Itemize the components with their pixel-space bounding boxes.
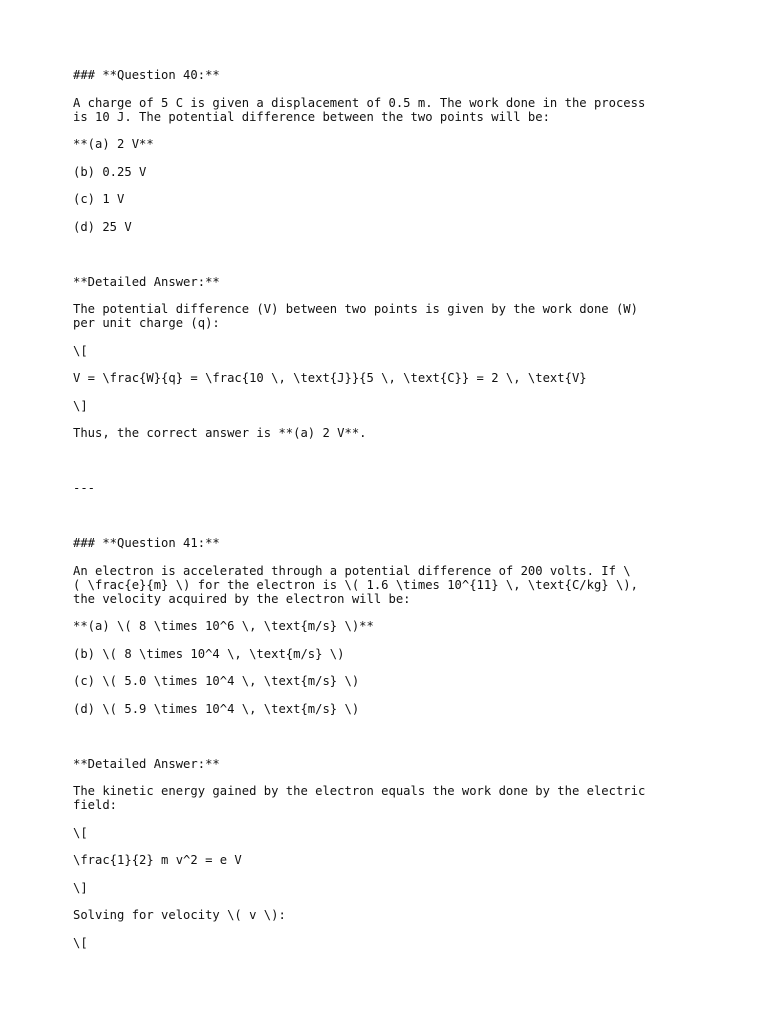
q40-stem-line: A charge of 5 C is given a displacement of 0.5 m. The work done in the process <box>73 95 646 110</box>
q41-stem-line: An electron is accelerated through a potential difference of 200 volts. If \ <box>73 563 631 578</box>
q40-math-open: \[ <box>73 343 88 358</box>
q40-heading: ### **Question 40:** <box>73 68 220 82</box>
q40-explanation-line: per unit charge (q): <box>73 316 220 330</box>
q41-math-close: \] <box>73 880 88 895</box>
q41-option-c: (c) \( 5.0 \times 10^4 \, \text{m/s} \) <box>73 674 360 688</box>
q40-option-c: (c) 1 V <box>73 192 125 206</box>
q41-math-open: \[ <box>73 825 88 840</box>
q41-math: \frac{1}{2} m v^2 = e V <box>73 853 242 867</box>
q40-explanation <box>73 302 713 330</box>
q40-conclusion: Thus, the correct answer is **(a) 2 V**. <box>73 426 367 440</box>
separator: --- <box>73 481 96 495</box>
q41-answer-heading: **Detailed Answer:** <box>73 756 220 771</box>
q40-explanation-line: The potential difference (V) between two points is given by the work done (W) <box>73 302 638 316</box>
document-page <box>73 68 713 950</box>
q41-stem-line: ( \frac{e}{m} \) for the electron is \( 1.6 \times 10^{11} \, \text{C/kg} \), <box>73 577 638 592</box>
q41-explanation-line: field: <box>73 798 118 812</box>
q40-stem-line: is 10 J. The potential difference between the two points will be: <box>73 109 550 124</box>
q40-math: V = \frac{W}{q} = \frac{10 \, \text{J}}{5 \, \text{C}} = 2 \, \text{V} <box>73 371 587 385</box>
q40-option-d: (d) 25 V <box>73 219 132 234</box>
q41-stem-line: the velocity acquired by the electron will be: <box>73 591 411 606</box>
q41-option-a: **(a) \( 8 \times 10^6 \, \text{m/s} \)** <box>73 619 374 633</box>
q41-option-b: (b) \( 8 \times 10^4 \, \text{m/s} \) <box>73 646 345 661</box>
q41-explanation <box>73 784 713 812</box>
q41-option-d: (d) \( 5.9 \times 10^4 \, \text{m/s} \) <box>73 701 360 716</box>
q41-stem <box>73 564 713 606</box>
q41-heading: ### **Question 41:** <box>73 536 220 550</box>
q40-answer-heading: **Detailed Answer:** <box>73 274 220 289</box>
q41-solving: Solving for velocity \( v \): <box>73 908 286 922</box>
q40-math-close: \] <box>73 398 88 413</box>
q41-math-open-2: \[ <box>73 935 88 950</box>
q40-option-b: (b) 0.25 V <box>73 164 147 179</box>
q40-option-a: **(a) 2 V** <box>73 137 154 151</box>
q41-explanation-line: The kinetic energy gained by the electron equals the work done by the electric <box>73 784 646 798</box>
q40-stem <box>73 96 713 124</box>
